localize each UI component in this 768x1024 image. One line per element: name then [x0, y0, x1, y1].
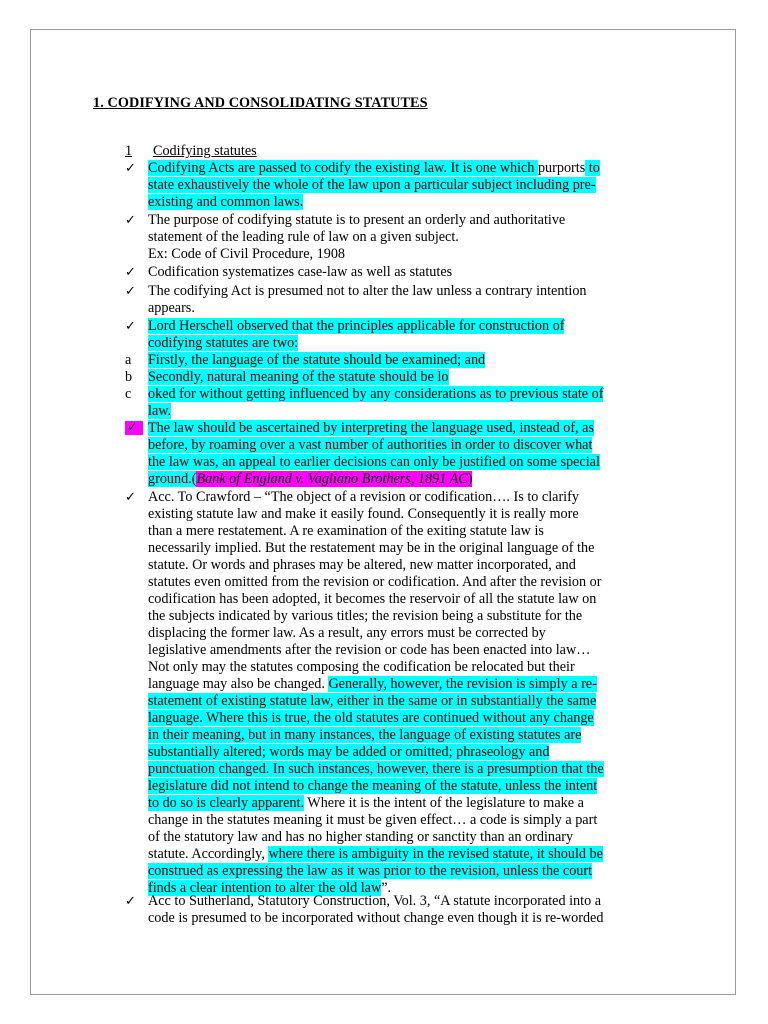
text-line: Generally, however, the revision is simply a re- — [328, 676, 597, 692]
text-line: Acc. To Crawford – “The object of a revision or codification…. Is to clarify — [148, 489, 579, 505]
text-line: Codification systematizes case-law as well as statutes — [148, 264, 453, 280]
text-line: of the statutory law and has no higher standing or sanctity than an ordinary — [148, 829, 574, 845]
text-line: necessarily implied. But the restatement may be in the original language of the — [148, 540, 595, 556]
text-line: oked for without getting influenced by any considerations as to previous state of — [148, 386, 604, 402]
subheading-label: Codifying statutes — [153, 143, 257, 159]
text-line: language. Where this is true, the old statutes are continued without any change — [148, 710, 594, 726]
text-line: Codifying Acts are passed to codify the existing law. It is one which — [148, 160, 538, 176]
checkmark-icon: ✓ — [125, 490, 136, 505]
text-line: legislature did not intend to change the meaning of the statute, unless the intent — [148, 778, 598, 794]
text-line: ”. — [381, 880, 392, 896]
text-line: law. — [148, 403, 172, 419]
text-line: Secondly, natural meaning of the statute should be lo — [148, 369, 449, 385]
text-line: than a mere restatement. A re examination of the exiting statute law is — [148, 523, 544, 539]
text-line: The codifying Act is presumed not to alter the law unless a contrary intention — [148, 283, 587, 299]
checkmark-icon: ✓ — [125, 161, 136, 176]
text-line: punctuation changed. In such instances, however, there is a presumption that the — [148, 761, 604, 777]
text-line: displacing the former law. As a result, any errors must be corrected by — [148, 625, 546, 641]
highlighted-marker — [125, 421, 143, 435]
text-line: statute. Or words and phrases may be altered, new matter incorporated, and — [148, 557, 576, 573]
checkmark-icon: ✓ — [125, 894, 136, 909]
text-line: substantially altered; words may be added or omitted; phraseology and — [148, 744, 550, 760]
text-line: code is presumed to be incorporated without change even though it is re-worded — [148, 910, 604, 926]
text-line: ) — [467, 471, 473, 487]
text-line: the law was, an appeal to earlier decisions can only be justified on some special — [148, 454, 600, 470]
text-line: the subjects indicated by various titles; the revision being a substitute for the — [148, 608, 583, 624]
text-line: codifying statutes are two: — [148, 335, 299, 351]
subheading-number: 1 — [125, 143, 133, 159]
text-line: statute. Accordingly, — [148, 846, 269, 862]
text-line: in their meaning, but in many instances, the language of existing statutes are — [148, 727, 582, 743]
list-marker: c — [125, 386, 132, 402]
text-line: The law should be ascertained by interpreting the language used, instead of, as — [148, 420, 594, 436]
text-line: Not only may the statutes composing the codification be relocated but their — [148, 659, 575, 675]
text-line: change in the statutes meaning it must be given effect… a code is simply a part — [148, 812, 598, 828]
text-line: state exhaustively the whole of the law upon a particular subject including pre- — [148, 177, 596, 193]
text-line: appears. — [148, 300, 195, 316]
checkmark-icon: ✓ — [125, 265, 136, 280]
checkmark-icon: ✓ — [127, 420, 138, 435]
text-line: statement of existing statute law, either in the same or in substantially the same — [148, 693, 597, 709]
text-line: The purpose of codifying statute is to present an orderly and authoritative — [148, 212, 566, 228]
text-line: existing and common laws. — [148, 194, 304, 210]
text-line: Where it is the intent of the legislature to make a — [304, 795, 584, 811]
text-line: construed as expressing the law as it was prior to the revision, unless the court — [148, 863, 593, 879]
text-line: Ex: Code of Civil Procedure, 1908 — [148, 246, 346, 262]
text-line: statement of the leading rule of law on a given subject. — [148, 229, 459, 245]
list-marker: a — [125, 352, 132, 368]
text-line: codification has been adopted, it becomes the reservoir of all the statute law on — [148, 591, 597, 607]
checkmark-icon: ✓ — [125, 213, 136, 228]
text-line: purports — [537, 160, 586, 176]
text-line: where there is ambiguity in the revised statute, it should be — [268, 846, 603, 862]
text-line: language may also be changed. — [148, 676, 329, 692]
text-line: Acc to Sutherland, Statutory Construction, Vol. 3, “A statute incorporated into a — [148, 893, 602, 909]
text-line: Firstly, the language of the statute should be examined; and — [148, 352, 486, 368]
text-line: before, by roaming over a vast number of authorities in order to discover what — [148, 437, 593, 453]
list-marker: b — [125, 369, 133, 385]
text-line: finds a clear intention to alter the old law — [148, 880, 382, 896]
section-heading: 1. CODIFYING AND CONSOLIDATING STATUTES — [93, 95, 428, 111]
text-line: Lord Herschell observed that the principles applicable for construction of — [148, 318, 565, 334]
checkmark-icon: ✓ — [125, 284, 136, 299]
text-line: legislative amendments after the revision or code has been enacted into law… — [148, 642, 591, 658]
text-line: existing statute law and make it easily found. Consequently it is really more — [148, 506, 579, 522]
text-line: to do so is clearly apparent. — [148, 795, 305, 811]
text-line: to — [585, 160, 600, 176]
text-line: ground.( — [148, 471, 197, 487]
case-citation: Bank of England v. Vagliano Brothers, 1891 AC — [196, 471, 468, 487]
checkmark-icon: ✓ — [125, 319, 136, 334]
text-line: statutes even omitted from the revision or codification. And after the revision or — [148, 574, 602, 590]
